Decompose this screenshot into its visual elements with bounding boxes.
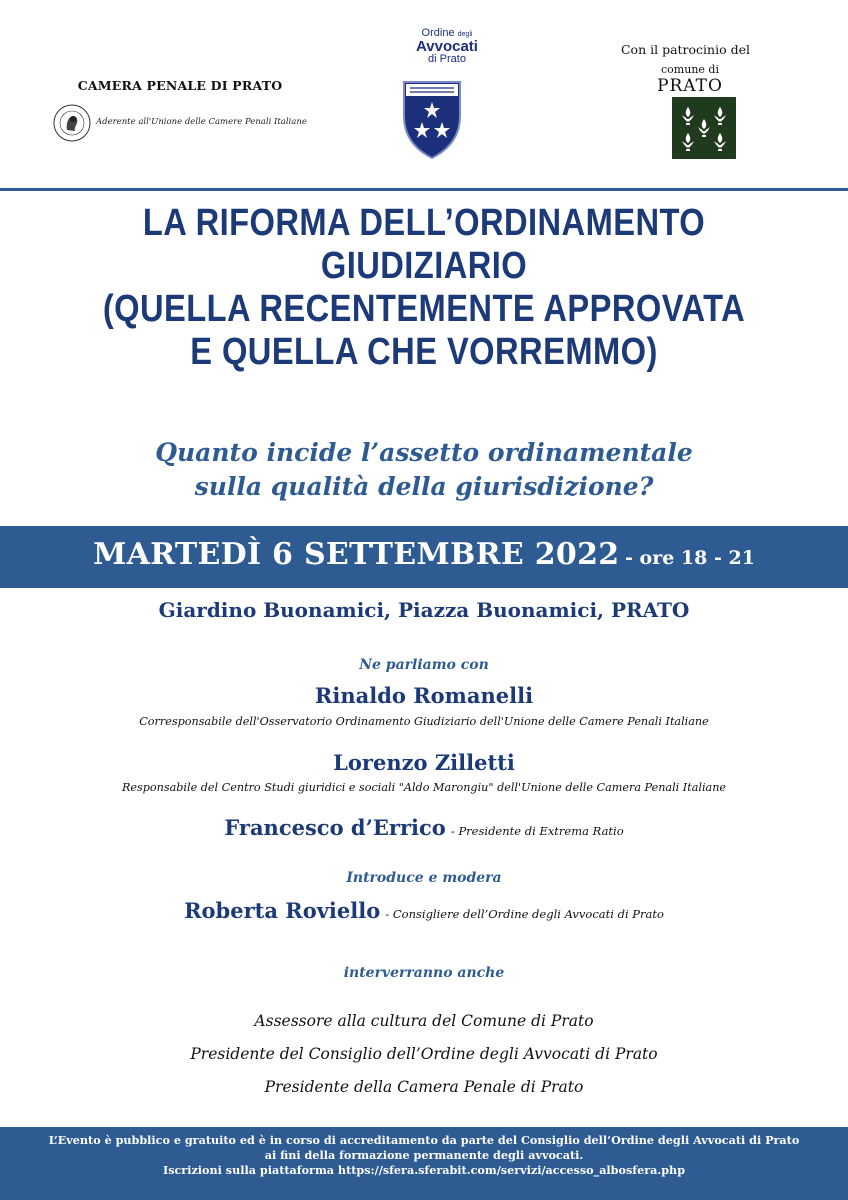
guest-item: Assessore alla cultura del Comune di Prato bbox=[254, 1012, 594, 1030]
subtitle bbox=[0, 436, 848, 504]
ordine-line2: Avvocati bbox=[416, 38, 478, 55]
speaker-role: Corresponsabile dell'Osservatorio Ordinamento Giudiziario dell'Unione delle Camere Penali Italiane bbox=[139, 715, 709, 728]
footer-line: L’Evento è pubblico e gratuito ed è in corso di accreditamento da parte del Consiglio dell’Ordine degli Avvocati di Prato bbox=[48, 1133, 800, 1147]
event-date-main: MARTEDÌ 6 SETTEMBRE 2022 bbox=[93, 537, 620, 572]
moderator-role: - Consigliere dell’Ordine degli Avvocati di Prato bbox=[385, 907, 664, 921]
event-time: - ore 18 - 21 bbox=[625, 547, 755, 569]
prato-fleur-de-lis-logo-icon bbox=[672, 97, 736, 159]
subtitle-line: sulla qualità della giurisdizione? bbox=[194, 472, 654, 501]
patrocinio-prato: PRATO bbox=[657, 76, 723, 96]
footer-text bbox=[0, 1133, 848, 1178]
guest-item: Presidente della Camera Penale di Prato bbox=[264, 1078, 584, 1096]
speaker-name-row bbox=[0, 815, 848, 840]
patrocinio-title: Con il patrocinio del bbox=[620, 42, 750, 57]
speaker-name-row bbox=[0, 683, 848, 708]
title-line: E QUELLA CHE VORREMMO) bbox=[190, 331, 658, 373]
title-line: LA RIFORMA DELL’ORDINAMENTO bbox=[142, 202, 706, 244]
moderator-name: Roberta Roviello bbox=[184, 898, 381, 923]
moderator-label: Introduce e modera bbox=[346, 870, 502, 886]
also-label: interverranno anche bbox=[343, 965, 505, 981]
camera-penale-subtitle: Aderente all'Unione delle Camere Penali Italiane bbox=[96, 117, 307, 127]
speaker-name: Francesco d’Errico bbox=[224, 815, 446, 840]
ordine-avvocati-logo-text bbox=[392, 28, 502, 65]
speaker-role: - Presidente di Extrema Ratio bbox=[450, 824, 624, 838]
speaker-name: Rinaldo Romanelli bbox=[314, 683, 534, 708]
header-divider bbox=[0, 188, 848, 191]
ordine-line1: Ordine bbox=[421, 27, 455, 39]
footer-line: Iscrizioni sulla piattaforma https://sfera.sferabit.com/servizi/accesso_albosfera.php bbox=[162, 1163, 686, 1177]
event-date bbox=[0, 537, 848, 572]
ordine-line1-small: degli bbox=[457, 31, 473, 38]
guest-item: Presidente del Consiglio dell’Ordine degli Avvocati di Prato bbox=[190, 1045, 658, 1063]
title-line: GIUDIZIARIO bbox=[320, 245, 528, 287]
speaker-role: Responsabile del Centro Studi giuridici e sociali "Aldo Marongiu" dell'Unione delle Camera Penali Italiane bbox=[121, 781, 727, 794]
title-line: (QUELLA RECENTEMENTE APPROVATA bbox=[102, 288, 746, 330]
footer-line: ai fini della formazione permanente degli avvocati. bbox=[264, 1148, 584, 1162]
main-title bbox=[59, 202, 788, 374]
subtitle-line: Quanto incide l’assetto ordinamentale bbox=[155, 438, 693, 467]
moderator-row bbox=[0, 898, 848, 923]
speakers-label: Ne parliamo con bbox=[359, 657, 489, 673]
ordine-line3: di Prato bbox=[428, 53, 466, 65]
speaker-name-row bbox=[0, 750, 848, 775]
event-venue: Giardino Buonamici, Piazza Buonamici, PRATO bbox=[158, 598, 690, 622]
speaker-name: Lorenzo Zilletti bbox=[333, 750, 515, 775]
camera-penale-title: CAMERA PENALE DI PRATO bbox=[77, 78, 283, 93]
patrocinio-comune: comune di bbox=[661, 63, 719, 76]
ordine-shield-icon bbox=[400, 78, 464, 160]
camera-penale-seal-icon bbox=[52, 103, 92, 143]
